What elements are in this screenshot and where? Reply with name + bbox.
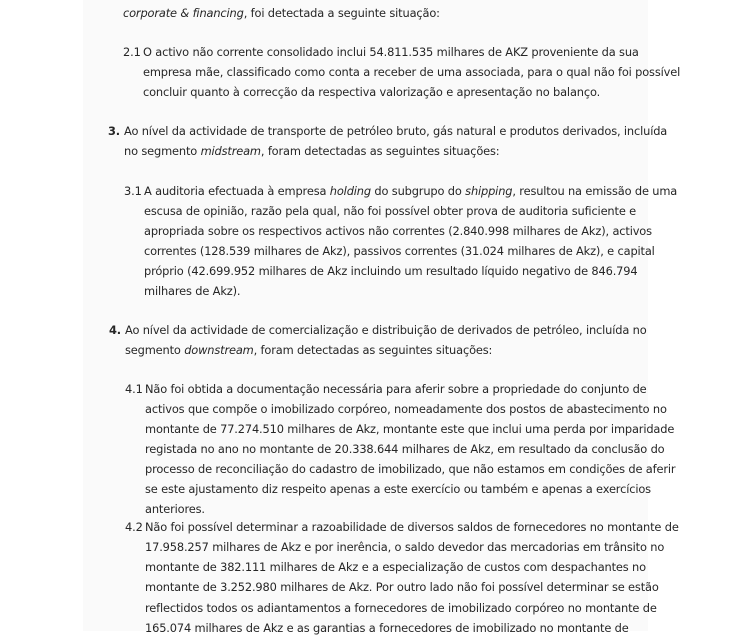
item-4-line2-italic: downstream	[184, 343, 254, 357]
item-4-line2-pre: segmento	[125, 343, 185, 357]
item-3-number: 3.	[108, 124, 120, 138]
item-4-2-line: montante de 382.111 milhares de Akz e a especialização de custos com despachantes no	[145, 560, 646, 574]
item-4-line: Ao nível da actividade de comercialização e distribuição de derivados de petróleo, incluída no	[125, 323, 647, 337]
item-4-1-number: 4.1	[125, 382, 143, 396]
item-3-line2-pre: no segmento	[124, 144, 201, 158]
item-3-1-number: 3.1	[124, 184, 142, 198]
item-4-2-line: Não foi possível determinar a razoabilidade de diversos saldos de fornecedores no montante de	[145, 520, 679, 534]
item-4-2-line: 165.074 milhares de Akz e as garantias a fornecedores de imobilizado no montante de	[145, 621, 629, 635]
item-4-2-line: 17.958.257 milhares de Akz e por inerência, o saldo devedor das mercadorias em trânsito no	[145, 540, 665, 554]
item-4-1-line: montante de 77.274.510 milhares de Akz, montante este que inclui uma perda por imparidade	[145, 422, 675, 436]
item-3-line2-italic: midstream	[200, 144, 261, 158]
item-3-line: Ao nível da actividade de transporte de petróleo bruto, gás natural e produtos derivados, incluída	[124, 124, 668, 138]
item-4-2-line: montante de 3.252.980 milhares de Akz. Por outro lado não foi possível determinar se estão	[145, 580, 659, 594]
item-4-line2-post: , foram detectadas as seguintes situações:	[253, 343, 493, 357]
item-3-1-line: milhares de Akz).	[144, 284, 241, 298]
item-4-line	[125, 340, 492, 360]
item-4-1-line: Não foi obtida a documentação necessária para aferir sobre a propriedade do conjunto de	[145, 382, 647, 396]
item-4-2-number: 4.2	[125, 520, 143, 534]
item-3-1-line: apropriada sobre os respectivos activos não correntes (2.840.998 milhares de Akz), activos	[144, 224, 652, 238]
item-3-1-line1-a: A auditoria efectuada à empresa	[144, 184, 330, 198]
item-3-1-line: escusa de opinião, razão pela qual, não foi possível obter prova de auditoria suficiente e	[144, 204, 637, 218]
item-4-2-line: reflectidos todos os adiantamentos a fornecedores de imobilizado corpóreo no montante de	[145, 601, 657, 615]
item-2-1-line: concluir quanto à correcção da respectiva valorização e apresentação no balanço.	[143, 85, 601, 99]
item-3-1-line1-b: do subgrupo do	[370, 184, 466, 198]
intro-tail-line	[123, 3, 440, 23]
intro-tail-text: , foi detectada a seguinte situação:	[243, 6, 440, 20]
item-3-1-line: correntes (128.539 milhares de Akz), passivos correntes (31.024 milhares de Akz), e capital	[144, 244, 655, 258]
item-3-line2-post: , foram detectadas as seguintes situações:	[260, 144, 500, 158]
item-4-1-line: activos que compõe o imobilizado corpóreo, nomeadamente dos postos de abastecimento no	[145, 402, 667, 416]
item-4-1-line: registada no ano no montante de 20.338.644 milhares de Akz, em resultado da conclusão do	[145, 442, 665, 456]
item-4-number: 4.	[109, 323, 121, 337]
item-3-1-line1-c: , resultou na emissão de uma	[512, 184, 678, 198]
document-page	[83, 0, 681, 635]
item-2-1-line: empresa mãe, classificado como conta a receber de uma associada, para o qual não foi possível	[143, 65, 681, 79]
item-3-1-line	[144, 181, 677, 201]
item-2-1-number: 2.1	[123, 45, 141, 59]
item-3-line	[124, 141, 499, 161]
item-4-1-line: anteriores.	[145, 502, 205, 516]
item-4-1-line: processo de reconciliação do cadastro de imobilizado, que não estamos em condições de aferir	[145, 462, 676, 476]
item-4-1-line: se este ajustamento diz respeito apenas a este exercício ou também e apenas a exercícios	[145, 482, 651, 496]
item-3-1-line1-italic-holding: holding	[329, 184, 371, 198]
item-2-1-line: O activo não corrente consolidado inclui 54.811.535 milhares de AKZ proveniente da sua	[143, 45, 639, 59]
intro-tail-italic: corporate & financing	[123, 6, 244, 20]
item-3-1-line: próprio (42.699.952 milhares de Akz incluindo um resultado líquido negativo de 846.794	[144, 264, 638, 278]
item-3-1-line1-italic-shipping: shipping	[465, 184, 513, 198]
